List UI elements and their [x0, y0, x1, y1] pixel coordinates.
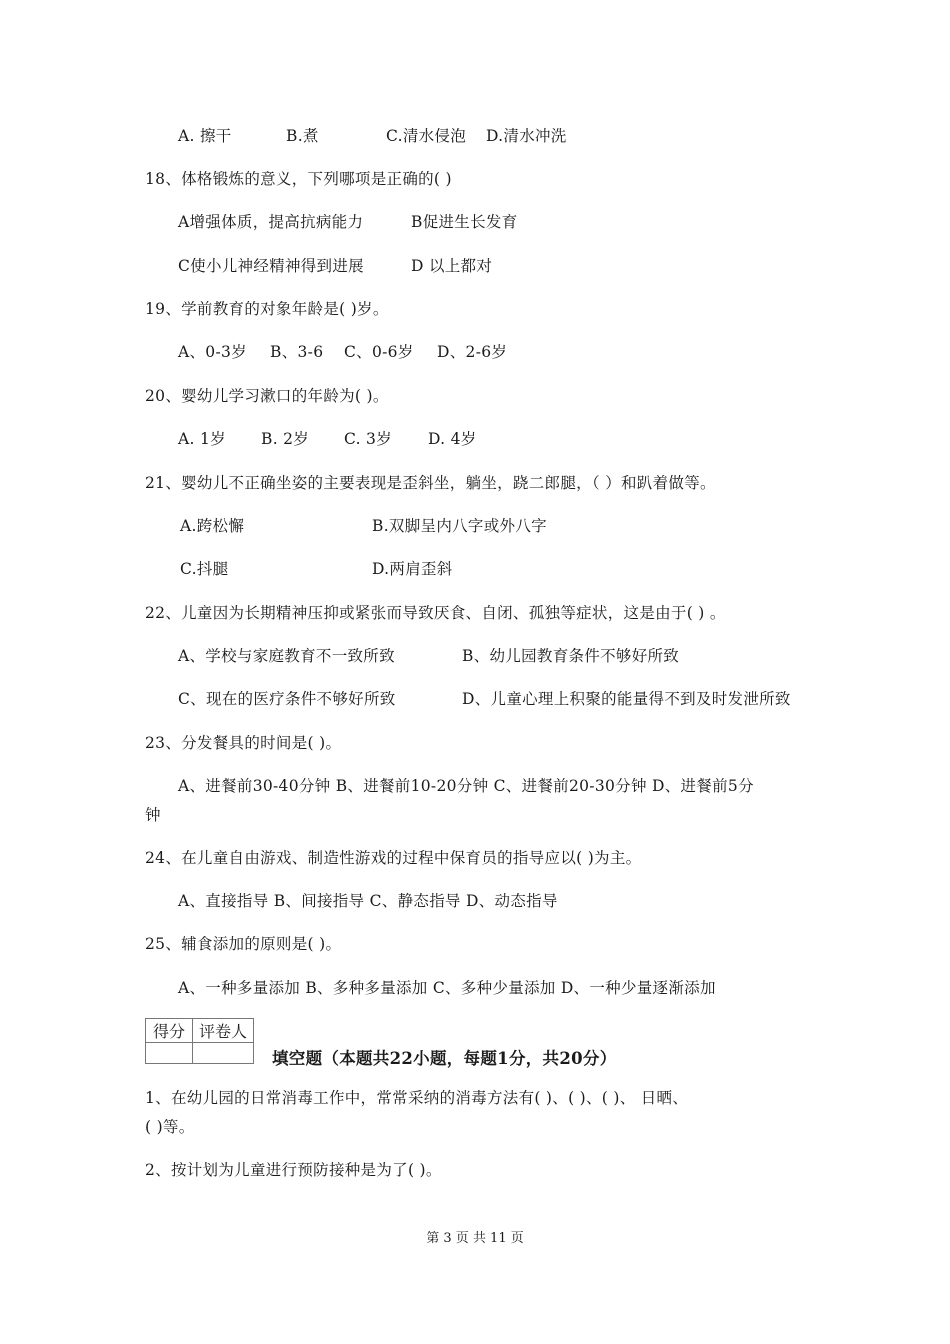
q25-stem: 25、辅食添加的原则是( )。 [145, 935, 342, 953]
q19-option-c: C、0-6岁 [344, 343, 414, 361]
q23-options: A、进餐前30-40分钟 B、进餐前10-20分钟 C、进餐前20-30分钟 D、进餐前5分 [178, 777, 754, 795]
q21-option-d: D.两肩歪斜 [372, 560, 453, 578]
q20-stem: 20、婴幼儿学习漱口的年龄为( )。 [145, 387, 389, 405]
q22-option-d: D、儿童心理上积聚的能量得不到及时发泄所致 [462, 690, 791, 708]
q19-option-a: A、0-3岁 [178, 343, 247, 361]
q21-option-c: C.抖腿 [180, 560, 229, 578]
fill-1-line-1: 1、在幼儿园的日常消毒工作中，常常采纳的消毒方法有( )、( )、( )、 日晒、 [145, 1089, 689, 1107]
score-label: 得分 [146, 1019, 193, 1043]
q22-option-b: B、幼儿园教育条件不够好所致 [462, 647, 680, 665]
q20-option-c: C. 3岁 [344, 430, 393, 448]
q18-option-d: D 以上都对 [411, 257, 493, 275]
q21-option-a: A.跨松懈 [180, 517, 245, 535]
q19-stem: 19、学前教育的对象年龄是( )岁。 [145, 300, 389, 318]
score-cell [146, 1043, 193, 1064]
q18-option-b: B促进生长发育 [411, 213, 518, 231]
grader-cell [193, 1043, 254, 1064]
q21-option-b: B.双脚呈内八字或外八字 [372, 517, 547, 535]
q20-option-a: A. 1岁 [178, 430, 226, 448]
section-title: 填空题（本题共22小题，每题1分，共20分） [272, 1049, 617, 1068]
q23-options-continuation: 钟 [145, 806, 161, 824]
q23-stem: 23、分发餐具的时间是( )。 [145, 734, 342, 752]
q24-stem: 24、在儿童自由游戏、制造性游戏的过程中保育员的指导应以( )为主。 [145, 849, 642, 867]
fill-1-line-2: ( )等。 [145, 1118, 195, 1136]
score-box [145, 1018, 254, 1064]
q18-option-a: A增强体质，提高抗病能力 [178, 213, 364, 231]
fill-2-stem: 2、按计划为儿童进行预防接种是为了( )。 [145, 1161, 442, 1179]
q18-stem: 18、体格锻炼的意义，下列哪项是正确的( ) [145, 170, 452, 188]
q20-option-d: D. 4岁 [428, 430, 477, 448]
q22-option-c: C、现在的医疗条件不够好所致 [178, 690, 396, 708]
grader-label: 评卷人 [193, 1019, 254, 1043]
q19-option-d: D、2-6岁 [437, 343, 508, 361]
q22-stem: 22、儿童因为长期精神压抑或紧张而导致厌食、自闭、孤独等症状，这是由于( ) 。 [145, 604, 726, 622]
q18-option-c: C使小儿神经精神得到进展 [178, 257, 364, 275]
q22-option-a: A、学校与家庭教育不一致所致 [178, 647, 395, 665]
q24-options: A、直接指导 B、间接指导 C、静态指导 D、动态指导 [178, 892, 558, 910]
q17-option-b: B.煮 [286, 127, 319, 145]
q21-stem: 21、婴幼儿不正确坐姿的主要表现是歪斜坐，躺坐，跷二郎腿，（ ）和趴着做等。 [145, 474, 716, 492]
page-footer: 第 3 页 共 11 页 [426, 1231, 524, 1246]
q19-option-b: B、3-6 [270, 343, 324, 361]
q25-options: A、一种多量添加 B、多种多量添加 C、多种少量添加 D、一种少量逐渐添加 [178, 979, 716, 997]
q17-option-a: A. 擦干 [178, 127, 232, 145]
q17-option-c: C.清水侵泡 [386, 127, 467, 145]
q20-option-b: B. 2岁 [261, 430, 310, 448]
q17-option-d: D.清水冲洗 [486, 127, 567, 145]
